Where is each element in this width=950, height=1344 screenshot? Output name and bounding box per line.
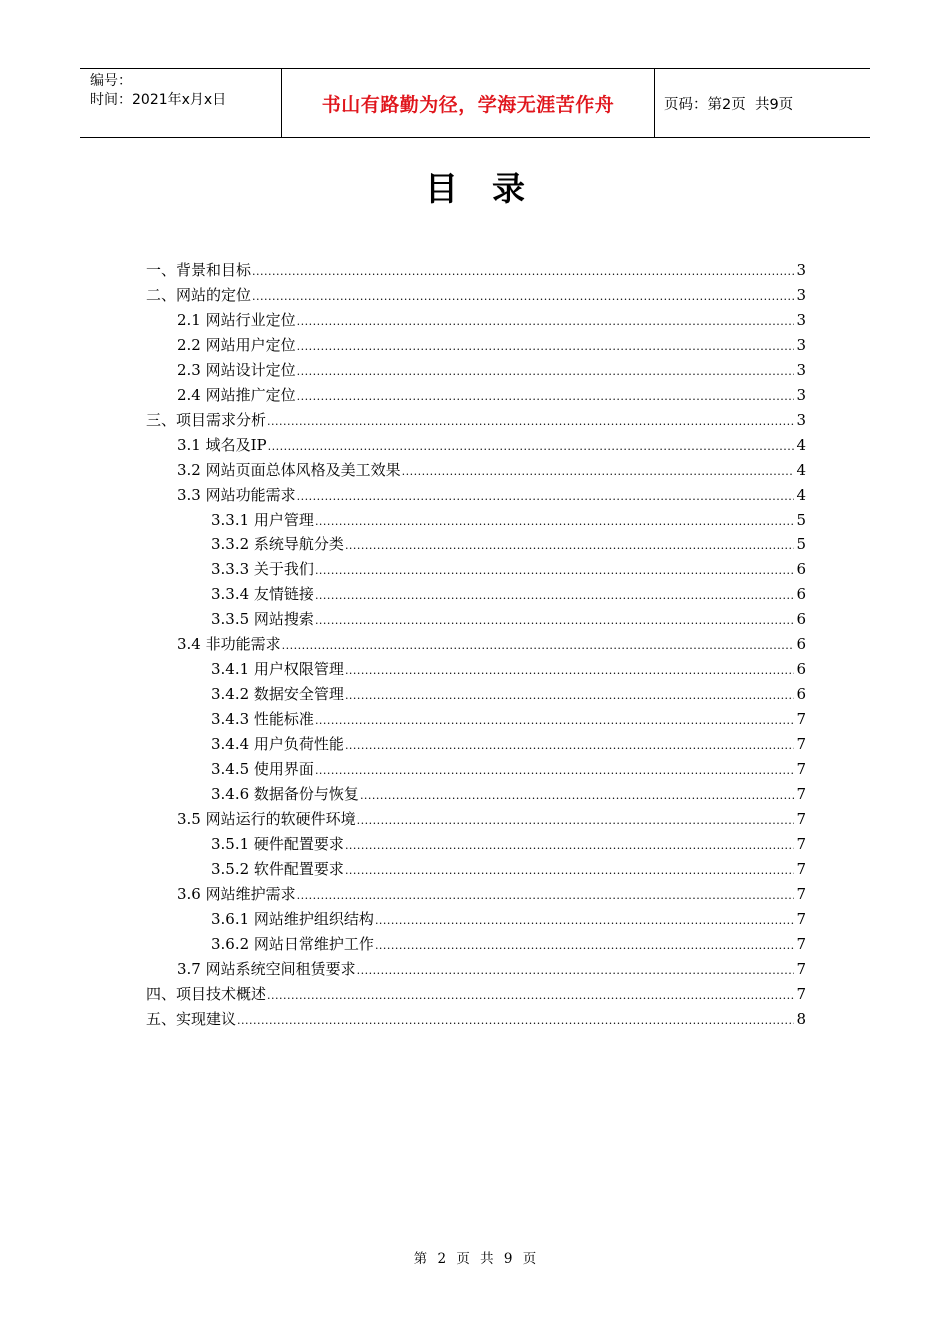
toc-entry-label: 3.5.2 软件配置要求 xyxy=(211,859,344,878)
page-info-text: 页码：第2页 共9页 xyxy=(664,96,794,113)
toc-leader-dots xyxy=(267,983,794,1008)
toc-leader-dots xyxy=(360,783,795,808)
toc-entry-label: 2.3 网站设计定位 xyxy=(177,360,296,379)
toc-entry[interactable] xyxy=(177,957,806,982)
toc-leader-dots xyxy=(315,509,795,534)
toc-entry-page: 5 xyxy=(796,510,806,529)
toc-leader-dots xyxy=(252,259,794,284)
toc-leader-dots xyxy=(252,284,794,309)
toc-entry-page: 7 xyxy=(796,934,806,953)
toc-entry-page: 6 xyxy=(796,585,806,604)
toc-entry-page: 7 xyxy=(796,959,806,978)
toc-entry[interactable] xyxy=(177,383,806,408)
page-title xyxy=(0,163,950,210)
toc-entry[interactable] xyxy=(211,607,806,632)
toc-entry-page: 7 xyxy=(796,735,806,754)
toc-entry-page: 7 xyxy=(796,710,806,729)
toc-entry-label: 2.2 网站用户定位 xyxy=(177,335,296,354)
toc-entry[interactable] xyxy=(177,807,806,832)
toc-entry-page: 4 xyxy=(796,435,806,454)
toc-leader-dots xyxy=(297,334,795,359)
toc-entry-label: 3.3.4 友情链接 xyxy=(211,585,314,604)
toc-entry-page: 7 xyxy=(796,909,806,928)
toc-entry[interactable] xyxy=(177,308,806,333)
toc-entry-page: 7 xyxy=(796,809,806,828)
toc-entry-label: 四、项目技术概述 xyxy=(146,984,267,1003)
toc-leader-dots xyxy=(267,409,794,434)
toc-entry-page: 6 xyxy=(796,610,806,629)
toc-leader-dots xyxy=(315,708,795,733)
toc-entry[interactable] xyxy=(146,408,806,433)
toc-entry-label: 3.3.3 关于我们 xyxy=(211,560,314,579)
toc-leader-dots xyxy=(297,359,795,384)
toc-entry-page: 3 xyxy=(796,335,806,354)
toc-leader-dots xyxy=(345,683,795,708)
toc-leader-dots xyxy=(297,384,795,409)
toc-entry[interactable] xyxy=(211,657,806,682)
toc-entry-page: 7 xyxy=(796,834,806,853)
toc-entry[interactable] xyxy=(177,333,806,358)
title-char-1: 目 xyxy=(425,169,458,208)
toc-entry-page: 3 xyxy=(796,310,806,329)
time-label: 时间：2021年x月x日 xyxy=(90,92,227,108)
toc-entry[interactable] xyxy=(177,458,806,483)
toc-entry-label: 3.3 网站功能需求 xyxy=(177,485,296,504)
header-motto: 书山有路勤为径，学海无涯苦作舟 xyxy=(282,69,655,137)
toc-entry-page: 7 xyxy=(796,984,806,1003)
toc-leader-dots xyxy=(315,608,795,633)
toc-entry-page: 4 xyxy=(796,460,806,479)
toc-entry-label: 2.4 网站推广定位 xyxy=(177,385,296,404)
toc-leader-dots xyxy=(357,958,795,983)
page-header xyxy=(80,68,870,138)
toc-entry-label: 3.6.2 网站日常维护工作 xyxy=(211,934,374,953)
toc-entry-label: 2.1 网站行业定位 xyxy=(177,310,296,329)
toc-entry-label: 3.4.1 用户权限管理 xyxy=(211,660,344,679)
header-meta xyxy=(80,69,282,137)
toc-entry-page: 6 xyxy=(796,685,806,704)
toc-entry[interactable] xyxy=(211,557,806,582)
toc-entry[interactable] xyxy=(177,433,806,458)
toc-leader-dots xyxy=(297,484,795,509)
toc-entry-label: 3.4 非功能需求 xyxy=(177,635,281,654)
toc-entry-label: 3.3.2 系统导航分类 xyxy=(211,535,344,554)
toc-entry-page: 7 xyxy=(796,760,806,778)
toc-entry[interactable] xyxy=(146,283,806,308)
toc-entry-page: 7 xyxy=(796,884,806,903)
toc-entry-label: 3.4.2 数据安全管理 xyxy=(211,685,344,704)
toc-leader-dots xyxy=(345,733,795,758)
toc-entry-label: 3.7 网站系统空间租赁要求 xyxy=(177,959,356,978)
toc-entry-page: 8 xyxy=(796,1009,806,1028)
toc-entry-page: 6 xyxy=(796,635,806,654)
toc-entry-label: 3.3.1 用户管理 xyxy=(211,510,314,529)
toc-entry-label: 二、网站的定位 xyxy=(146,285,252,304)
toc-entry[interactable] xyxy=(177,358,806,383)
toc-leader-dots xyxy=(282,633,795,658)
toc-entry-page: 7 xyxy=(796,784,806,803)
toc-leader-dots xyxy=(345,658,795,683)
toc-entry-page: 4 xyxy=(796,485,806,504)
toc-entry-label: 3.4.3 性能标准 xyxy=(211,710,314,729)
toc-leader-dots xyxy=(375,908,795,933)
page-footer: 第 2 页 共 9 页 xyxy=(413,1251,537,1267)
toc-entry[interactable] xyxy=(211,508,806,533)
toc-entry[interactable] xyxy=(177,483,806,508)
toc-entry[interactable] xyxy=(146,982,806,1007)
toc-entry[interactable] xyxy=(211,532,806,557)
toc-entry-page: 6 xyxy=(796,560,806,579)
toc-leader-dots xyxy=(402,459,795,484)
toc-leader-dots xyxy=(297,883,795,908)
toc-entry-label: 3.3.5 网站搜索 xyxy=(211,610,314,629)
toc-entry-label: 3.6 网站维护需求 xyxy=(177,884,296,903)
toc-leader-dots xyxy=(315,758,795,783)
toc-entry-label: 五、实现建议 xyxy=(146,1009,237,1028)
number-label: 编号： xyxy=(90,73,132,89)
title-char-2: 录 xyxy=(492,169,525,208)
toc-entry-label: 3.2 网站页面总体风格及美工效果 xyxy=(177,460,401,479)
toc-leader-dots xyxy=(345,858,795,883)
toc-entry[interactable] xyxy=(211,832,806,857)
toc-entry-page: 7 xyxy=(796,859,806,878)
toc-leader-dots xyxy=(345,833,795,858)
toc-entry-label: 3.4.6 数据备份与恢复 xyxy=(211,784,359,803)
toc-leader-dots xyxy=(237,1008,794,1033)
toc-entry[interactable] xyxy=(146,1007,806,1032)
toc-entry-page: 6 xyxy=(796,660,806,679)
toc-entry[interactable] xyxy=(211,757,806,782)
toc-entry[interactable] xyxy=(211,682,806,707)
toc-entry-label: 一、背景和目标 xyxy=(146,261,252,279)
header-page-info xyxy=(655,69,870,137)
toc-entry-page: 3 xyxy=(796,385,806,404)
toc-entry-page: 3 xyxy=(796,360,806,379)
toc-entry-page: 5 xyxy=(796,535,806,554)
toc-leader-dots xyxy=(297,309,795,334)
toc-entry[interactable] xyxy=(211,857,806,882)
toc-entry[interactable] xyxy=(211,907,806,932)
toc-entry-label: 3.5 网站运行的软硬件环境 xyxy=(177,809,356,828)
toc-entry-label: 3.4.4 用户负荷性能 xyxy=(211,735,344,754)
toc-entry-label: 3.6.1 网站维护组织结构 xyxy=(211,909,374,928)
toc-leader-dots xyxy=(345,533,795,558)
toc-entry[interactable] xyxy=(177,632,806,657)
toc-entry[interactable] xyxy=(211,782,806,807)
toc-entry[interactable] xyxy=(211,582,806,607)
toc-entry-label: 3.5.1 硬件配置要求 xyxy=(211,834,344,853)
toc-entry[interactable] xyxy=(177,882,806,907)
toc-leader-dots xyxy=(375,933,795,958)
toc-entry-label: 三、项目需求分析 xyxy=(146,410,267,429)
toc-entry-label: 3.1 域名及IP xyxy=(177,435,267,454)
toc-leader-dots xyxy=(315,558,795,583)
toc-leader-dots xyxy=(315,583,795,608)
toc-entry-page: 3 xyxy=(796,410,806,429)
toc-leader-dots xyxy=(357,808,795,833)
toc-entry[interactable] xyxy=(146,258,806,283)
toc-entry[interactable] xyxy=(211,707,806,732)
toc-entry[interactable] xyxy=(211,732,806,757)
toc-entry-label: 3.4.5 使用界面 xyxy=(211,760,314,778)
toc-leader-dots xyxy=(268,434,795,459)
toc-entry[interactable] xyxy=(211,932,806,957)
toc-entry-page: 3 xyxy=(796,261,806,279)
toc-entry-page: 3 xyxy=(796,285,806,304)
